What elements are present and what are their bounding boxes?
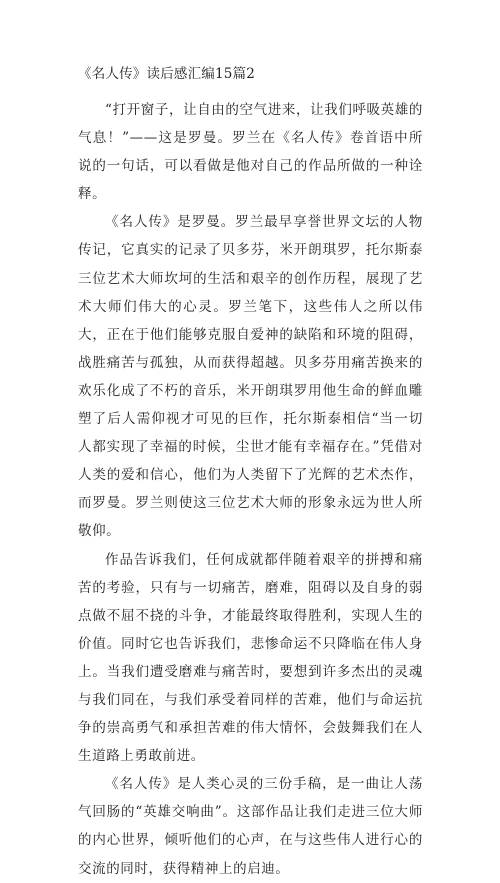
- paragraph-1: “打开窗子，让自由的空气进来，让我们呼吸英雄的气息！”——这是罗曼。罗兰在《名人传》卷首语中所说的一句话，可以看做是他对自己的作品所做的一种诠释。: [78, 102, 423, 203]
- document-body: [78, 96, 423, 883]
- paragraph-2: 《名人传》是罗曼。罗兰最早享誉世界文坛的人物传记，它真实的记录了贝多芬，米开朗琪罗，托尔斯泰三位艺术大师坎坷的生活和艰辛的创作历程，展现了艺术大师们伟大的心灵。罗兰笔下，这些伟人之所以伟大，正在于他们能够克服自爱神的缺陷和环境的阻碍，战胜痛苦与孤独，从而获得超越。贝多芬用痛苦换来的欢乐化成了不朽的音乐，米开朗琪罗用他生命的鲜血雕塑了后人需仰视才可见的巨作，托尔斯泰相信“当一切人都实现了幸福的时候，尘世才能有幸福存在。”凭借对人类的爱和信心，他们为人类留下了光辉的艺术杰作，而罗曼。罗兰则使这三位艺术大师的形象永远为世人所敬仰。: [78, 214, 423, 540]
- paragraph-3: 作品告诉我们，任何成就都伴随着艰辛的拼搏和痛苦的考验，只有与一切痛苦，磨难，阻碍以及自身的弱点做不屈不挠的斗争，才能最终取得胜利，实现人生的价值。同时它也告诉我们，悲惨命运不只降临在伟人身上。当我们遭受磨难与痛苦时，要想到许多杰出的灵魂与我们同在，与我们承受着同样的苦难，他们与命运抗争的崇高勇气和承担苦难的伟大情怀，会鼓舞我们在人生道路上勇敢前进。: [78, 551, 423, 765]
- paragraph-4: 《名人传》是人类心灵的三份手稿，是一曲让人荡气回肠的“英雄交响曲”。这部作品让我们走进三位大师的内心世界，倾听他们的心声，在与这些伟人进行心的交流的同时，获得精神上的启迪。: [78, 776, 423, 877]
- document-title: 《名人传》读后感汇编15篇2: [78, 66, 256, 82]
